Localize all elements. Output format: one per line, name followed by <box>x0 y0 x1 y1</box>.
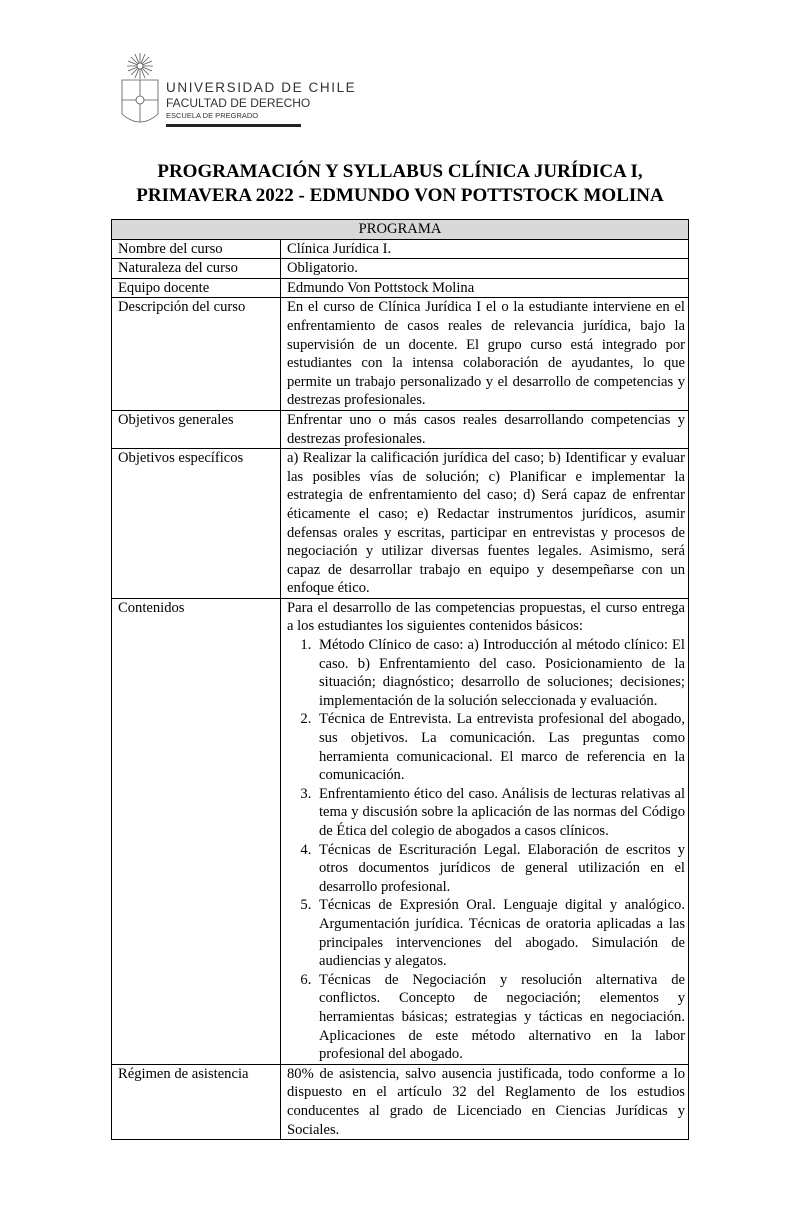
list-item: 2. Técnica de Entrevista. La entrevista profesional del abogado, sus objetivos. La comunicación. Las preguntas como herramienta comunicacional. El marco de referencia en la comunicación. <box>315 710 685 784</box>
contenidos-list <box>287 636 685 1064</box>
program-table <box>111 219 689 1140</box>
table-row: Régimen de asistencia 80% de asistencia, salvo ausencia justificada, todo conforme a lo dispuesto en el artículo 32 del Reglamento de los estudios conducentes al grado de Licenciado en Ciencias Jurídicas y Sociales. <box>112 1064 689 1139</box>
list-item: 1. Método Clínico de caso: a) Introducción al método clínico: El caso. b) Enfrentamiento del caso. Posicionamiento de la situación; diagnóstico; desarrollo de soluciones; decisiones; implementación de la solución seleccionada y evaluación. <box>315 636 685 710</box>
table-row: Objetivos generales Enfrentar uno o más casos reales desarrollando competencias y destrezas profesionales. <box>112 410 689 448</box>
list-item: 3. Enfrentamiento ético del caso. Análisis de lecturas relativas al tema y discusión sobre la aplicación de las normas del Código de Ética del colegio de abogados a casos clínicos. <box>315 785 685 841</box>
table-row-contenidos: Contenidos Para el desarrollo de las competencias propuestas, el curso entrega a los estudiantes los siguientes contenidos básicos: 1. Método Clínico de caso: a) Introducción al método clínico: El caso. b) Enfrentamiento del caso. Posicionamiento de la situación; diagnóstico; desarrollo de soluciones; decisiones; implementación de la solución seleccionada y evaluación. 2. Técnica de Entrevista. La entrevista profesional del abogado, sus objetivos. La comunicación. Las preguntas como herramienta comunicacional. El marco de referencia en la comunicación. 3. Enfrentamiento ético del caso. Análisis de lecturas relativas al tema y discusión sobre la aplicación de las normas del Código de Ética del colegio de abogados a casos clínicos. 4. Técnicas de Escrituración Legal. Elaboración de escritos y otros documentos jurídicos de general utilización en el desarrollo profesional. 5. Técnicas de Expresión Oral. Lenguaje digital y analógico. Argumentación jurídica. Técnicas de oratoria aplicadas a las principales intervenciones del abogado. Simulación de audiencias y alegatos. 6. Técnicas de Negociación y resolución alternativa de conflictos. Concepto de negociación; elementos y herramientas básicas; estrategias y tácticas en negociación. Aplicaciones de este método alternativo en la labor profesional del abogado. <box>112 598 689 1064</box>
list-item: 5. Técnicas de Expresión Oral. Lenguaje digital y analógico. Argumentación jurídica. Técnicas de oratoria aplicadas a las principales intervenciones del abogado. Simulación de audiencias y alegatos. <box>315 896 685 970</box>
table-row: Objetivos específicos a) Realizar la calificación jurídica del caso; b) Identificar y evaluar las posibles vías de solución; c) Planificar e implementar la estrategia de enfrentamiento del caso; d) Será capaz de enfrentar éticamente el caso; e) Redactar instrumentos jurídicos, asumir defensas orales y escritas, participar en entrevistas y procesos de negociación y utilizar diversas fuentes legales. Asimismo, será capaz de desarrollar trabajo en equipo y desempeñarse con un enfoque ético. <box>112 449 689 599</box>
logo-text <box>166 80 356 121</box>
school-name: ESCUELA DE PREGRADO <box>166 111 259 120</box>
table-row: Naturaleza del curso Obligatorio. <box>112 259 689 279</box>
table-row: Nombre del curso Clínica Jurídica I. <box>112 239 689 259</box>
table-header: PROGRAMA <box>112 220 689 240</box>
table-row: Equipo docente Edmundo Von Pottstock Molina <box>112 278 689 298</box>
faculty-name: FACULTAD DE DERECHO <box>166 96 311 110</box>
list-item: 6. Técnicas de Negociación y resolución alternativa de conflictos. Concepto de negociación; elementos y herramientas básicas; estrategias y tácticas en negociación. Aplicaciones de este método alternativo en la labor profesional del abogado. <box>315 971 685 1064</box>
table-row: Descripción del curso En el curso de Clínica Jurídica I el o la estudiante interviene en el enfrentamiento de casos reales de relevancia jurídica, bajo la supervisión de un docente. El grupo curso está integrado por estudiantes con la intensa colaboración de ayudantes, lo que permite un trabajo personalizado y el desarrollo de competencias y destrezas profesionales. <box>112 298 689 411</box>
logo-divider <box>166 124 301 127</box>
page-title: PROGRAMACIÓN Y SYLLABUS CLÍNICA JURÍDICA I, PRIMAVERA 2022 - EDMUNDO VON POTTSTOCK MOLINA <box>136 161 664 206</box>
list-item: 4. Técnicas de Escrituración Legal. Elaboración de escritos y otros documentos jurídicos de general utilización en el desarrollo profesional. <box>315 841 685 897</box>
university-name: UNIVERSIDAD DE CHILE <box>166 80 357 95</box>
contenidos-intro: Para el desarrollo de las competencias propuestas, el curso entrega a los estudiantes los siguientes contenidos básicos: <box>287 599 685 635</box>
